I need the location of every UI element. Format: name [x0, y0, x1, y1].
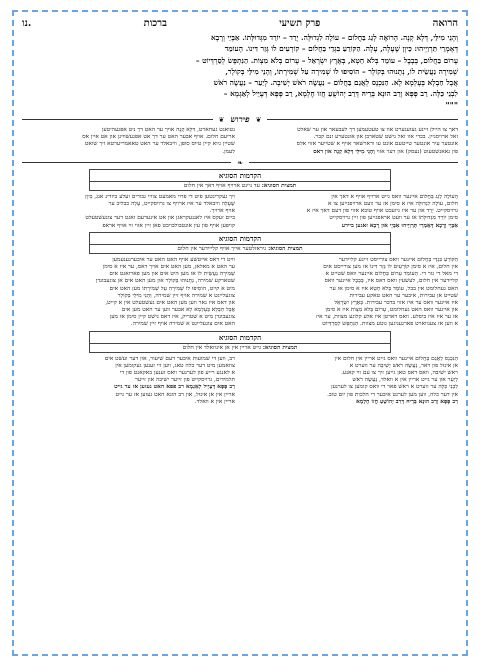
perush-divider: [22, 114, 458, 125]
section-line: שֶׁעָלָה וויבאלד ער איז ארויף צו גרויסקייט, עָלָה בבליב ער: [108, 201, 235, 208]
section-line: ויך געקריגטען פיט די פרוי מאמעט צוויי גבורים ועלע ביזדינ אנג, כֵּיוָן: [85, 193, 235, 200]
section-divider: [22, 159, 458, 167]
section-line: די מאל די גזר די. הָעוֹמֵד עָרוֹם בַּחֲלוֹם איינער וואס שטייט א: [325, 271, 458, 278]
section-1-col-left: [22, 194, 235, 230]
section-line: צוגעבונדן מיט א שטריק, איז דאס נישט קיין סימן אז מען: [109, 314, 235, 321]
section-line: וויט די דאס אייטשע אויף האט האט ער איבערגענעמען: [112, 256, 235, 263]
page-number: נו.: [22, 18, 32, 29]
section-3-columns: [22, 356, 458, 406]
section-line: רַב פָּפָּא דְּעָיֵיל לְאַגְמָא רב פפא האט געזען אז ער גייט: [114, 384, 235, 391]
section-line: אויף ארויך.: [209, 208, 235, 215]
section-line: האט געחלומט אין בבל, עוֹמֵד בְּלֹא חֵטְא איז א סימן אז ער: [329, 285, 458, 292]
ornament-icon: ❧: [237, 158, 243, 167]
ornament-icon: ❦: [255, 115, 262, 124]
section-line: ראש ישיבה, וואס דאס טאן גייען זיך צו עם ווי קאנע.: [341, 370, 458, 377]
section-1-col-right: [245, 194, 458, 230]
intro-box-1: [89, 169, 391, 191]
section-line: אֲבָל חַבְלָא בְּעָלְמָא לָא אבער ווען ער האט מען אים: [121, 307, 235, 314]
header-right: הרואה: [432, 18, 458, 29]
perush-columns: [22, 127, 458, 156]
summary-text: גייט אריין אין אן אינוזאלד אין חלום: [182, 344, 262, 351]
section-line: אריין אין אן אינזל, און רב הונא האט געזען אז ער גייט: [115, 391, 235, 398]
section-line: א לאנגע רייע פון לערנער וואס זענען באקאנט פון די: [119, 370, 235, 377]
section-line: גרויסקייט. יָרַד און ער איז גיזעכט אויף טובא אזוי פון דעם דאך איז א: [306, 208, 458, 215]
section-3-col-left: [22, 356, 235, 406]
perush-text: פון גאאנשטעוט (נעסק) און דער אזוי: [376, 148, 458, 155]
ornament-icon: ❦: [218, 115, 225, 124]
section-line: חלום, עוֹלֶה לִגְדוּלָּה איז א סימן אז ער וועט ארויפגייען צו א: [328, 201, 458, 208]
section-line: צוזאמען מיט דער כלה טאג, ווען זיי זענען געקומען אין: [115, 362, 235, 369]
section-line: קויפען אויף פון עין אונטבולבויבט פאן זיין אזוי ווי אויף אראפ: [102, 222, 235, 229]
section-line: תלמידים, גרויסקייט פון זייער ישיבה און זייער: [134, 377, 235, 384]
section-line: צוגעלייגט א שמירה אויף זיין שמירה, וְהָנֵי מִילֵּי בְּקוֹלָר: [117, 292, 235, 299]
mishna-line: שְׁמִירָה נַעֲשֵׂית לוֹ, נְתָנוּהוּ בְּקוֹלָר – הוֹסִיפוּ לוֹ שְׁמִירָה עַל שְׁמִירָתוֹ, וְהָנֵי מִילֵּי בְּקוֹלָר,: [225, 66, 458, 76]
perush-line: אונטער עיר אונטער טייטעם אונט עו ורארשאר אויף א שטייער אזוי אלס: [296, 141, 458, 148]
section-line: אן אינזל פון ראר, נַעֲשֶׂה רֹאשׁ יְשִׁיבָה ער ווערט א: [349, 362, 458, 369]
intro-box-summary: [90, 245, 390, 253]
summary-label: תמצית הסוגיא:: [261, 182, 297, 189]
section-line: רב, ווען די שמועות איבער דעם שיעור, און דער ועשט אים: [104, 355, 235, 362]
divider-rule: [249, 162, 458, 163]
divider-rule: [22, 119, 213, 120]
intro-box-heading: הקדמות הסוגיא: [90, 170, 390, 182]
mishna-text: [22, 32, 458, 111]
section-line: אין חלום, איז א סימן קוֹרְעִים לוֹ גְּזַר דִּינוֹ אז מען צורייסט אים: [323, 263, 458, 270]
section-3-col-right: [245, 356, 458, 406]
perush-line: דאך צו היילן זיינע געזעגערט אוו צו טעטעמען דך לעבעאר און ער שאלט: [297, 127, 458, 134]
section-line: קליידער אין חלום, לעשעין וואס דאס איז, בְּבָבֶל איינער וואס: [324, 278, 458, 285]
mishna-line: אֲבָל חַבְלָא בְּעָלְמָא לָא. הַנִּכְנָס לְאֲגַם בַּחֲלוֹם – נַעֲשֶׂה רֹאשׁ יְשִׁיבָה. לְיַעַר – נַעֲשֶׂה רֹאשׁ: [213, 78, 458, 88]
section-line: ער האט א מאלאן, מען האט אים אויך דאס, ער איז א סימן: [102, 263, 235, 270]
section-line: ביים זעקס איז לאננעקראגן און אט אינערעם זאגט דער צוגעשטעלט: [85, 215, 235, 222]
perush-line: נטואגט געחארט, דִּלָּא קְנָה אויך ער האט דך ניט אפגעהיטען: [101, 127, 235, 134]
mishna-line: לִבְנֵי כַּלָּה. רַב פָּפָּא וְרַב הוּנָא בְּרֵיהּ דְּרַב יְהוֹשֻׁעַ חֲזוֹ חֶלְמָא, רַב פָּפָּא דְּעָיֵיל לְאַגְמָא –: [223, 89, 458, 99]
section-line: שטארקע שמירה, נְתָנוּהוּ בְּקוֹלָר און מען האט אים אן צוגעבונדן: [95, 278, 235, 285]
divider-rule: [22, 162, 231, 163]
summary-label: תמצית הסוגיא:: [262, 344, 298, 351]
section-2-columns: [22, 257, 458, 329]
section-line: און איינער וואס האט געחלומט, עָרוֹם בְּלֹא מִצְוֹת איז א סימן: [325, 307, 458, 314]
divider-rule: [267, 119, 458, 120]
summary-label: תמצית הסוגיא:: [268, 245, 303, 252]
section-line: שְׁמִירָה נַעֲשֵׂית לוֹ אז מען היט אים און מען פארזאגט אים: [109, 271, 235, 278]
section-line: אז ער איז איז ביסלע. וואס דארטן איז אלע קלוגע מצוות, ער איז: [316, 314, 458, 321]
section-line: אַבָּיֵי וְרָבָא דְּאָמְרֵי תַּרְוַיְיהוּ אַבָּיֵי און רָבָא זאגען ביידע: [341, 222, 458, 229]
perush-line: אריעם חלום. אויף אבער האט ער דך אט אפגעשוויגן און אט איין אס: [82, 134, 235, 141]
perush-title: פירוש: [230, 115, 250, 126]
intro-box-2: [89, 232, 391, 254]
perush-col-right: [245, 127, 458, 156]
perush-line: שטיין גיוא קיין טיוס סופן, וויבאלד ער האט טאאמריערטא זיך שואט: [84, 141, 235, 148]
section-line: און דאס איז נאר ווען מען האט אים געשטעלט אין א קייט,: [105, 299, 235, 306]
intro-box-summary: [90, 344, 390, 352]
section-line: סימן יוֹרֵד מִגְּדוּלָּתוֹ אז ער וועט אראפגייען פון זיין גרויסקייט: [329, 215, 458, 222]
section-line: שטייט אן עבירות, איבער ער האט טאקע עבירות: [349, 292, 458, 299]
header-middle: פרק תשיעי: [279, 18, 321, 29]
mishna-ellipsis: """: [445, 99, 458, 110]
section-line: הָעוֹלֶה לְגַג בַּחֲלוֹם איינער וואס גייט ארויף אויף א דאך אין: [331, 193, 458, 200]
section-line: אריין אין א וואלד.: [194, 398, 235, 405]
section-line: מיט א קייט, הוֹסִיפוּ לוֹ שְׁמִירָה עַל שְׁמִירָתוֹ מען האט אים: [109, 285, 235, 292]
perush-line: זאל ארויסגיין. בכדי אוו זאל נישט שטארבן און אונטערע זנם קבר.: [313, 134, 458, 141]
perush-line: לעמן.: [222, 148, 235, 155]
section-line: איז איינער וואס ער איז אזוי בדבר עבירות. בְּאֶרֶץ יִשְׂרָאֵל: [334, 299, 458, 306]
summary-text: גיראזלטער אייך אויף קלייידער אין חלום: [177, 245, 267, 252]
summary-text: עד ניינט ארויף אויף דאך אין חלום: [183, 182, 260, 189]
section-line: הַקּוֹרֵעַ בִּגְדֵי בַּחֲלוֹם איינער וואס צורייסט זיינע קליידער: [338, 256, 458, 263]
section-line: אין דער כלה, ווען מען לערנט איבער די הלכות פון יום טוב.: [327, 391, 458, 398]
running-header: [22, 18, 458, 29]
section-line: רַב פָּפָּא וְרַב הוּנָא בְּרֵיהּ דְּרַב יְהוֹשֻׁעַ חֲזוֹ חֶלְמָא: [356, 398, 458, 405]
perush-line: [245, 149, 458, 156]
perush-bold-text: וְהָנֵי מִילֵּי דְּלָא קְנָה און דאס: [313, 148, 375, 155]
intro-box-heading: הקדמות הסוגיא: [90, 332, 390, 344]
mishna-line: וְהָנֵי מִילֵּי, דְּלָא קְנָה. הָרוֹאֶה לְגַג בַּחֲלוֹם – עוֹלֶה לִגְדוּלָּה. יָרַד – יוֹרֵד מִגְּדוּלָּתוֹ. אַבָּיֵי וְרָבָא: [211, 33, 458, 42]
perush-col-left: [22, 127, 235, 156]
section-1-columns: [22, 194, 458, 230]
intro-box-heading: הקדמות הסוגיא: [90, 233, 390, 245]
section-line: האט אים צוגעלייגט א שמירה אויף זיין שמירה.: [130, 321, 235, 328]
header-left: ברכות: [143, 18, 167, 29]
section-2-col-right: [245, 257, 458, 329]
intro-box-summary: [90, 182, 390, 190]
document-page: [12, 10, 468, 656]
section-line: א ווען אז צענווארט פארגעניגען גוטע מצוות. הַנִּתְפָּשׂ לְסַרְדְּיוֹט: [322, 321, 458, 328]
mishna-line: עָרוֹם בַּחֲלוֹם, בְּבָבֶל – עוֹמֵד בְּלֹא חֵטְא, בְּאֶרֶץ יִשְׂרָאֵל – עָרוֹם בְּלֹא מִצְוֹת. הַנִּתְפָּשׂ לְסַרְדְּיוֹט –: [195, 55, 458, 65]
section-2-col-left: [22, 257, 235, 329]
intro-box-3: [89, 331, 391, 353]
page-content: [22, 18, 458, 648]
section-line: לִבְנֵי כַּלָּה ער ווערט א ראש פאר די וואס קומען צו לערנען: [331, 384, 458, 391]
section-line: לְיַעַר און ער גייט אריין אין א וואלד, נַעֲשֶׂה רֹאשׁ: [352, 377, 458, 384]
section-line: הַנִּכְנָס לְאֲגַם בַּחֲלוֹם איינער וואס גייט אריין אין חלום אין: [334, 355, 458, 362]
mishna-line: דְּאָמְרֵי תַּרְוַיְיהוּ: כֵּיוָן שֶׁעָלָה, עָלָה. הַקּוֹרֵעַ בִּגְדֵי בַּחֲלוֹם – קוֹרְעִים לוֹ גְּזַר דִּינוֹ. הָעוֹמֵד: [224, 44, 458, 54]
